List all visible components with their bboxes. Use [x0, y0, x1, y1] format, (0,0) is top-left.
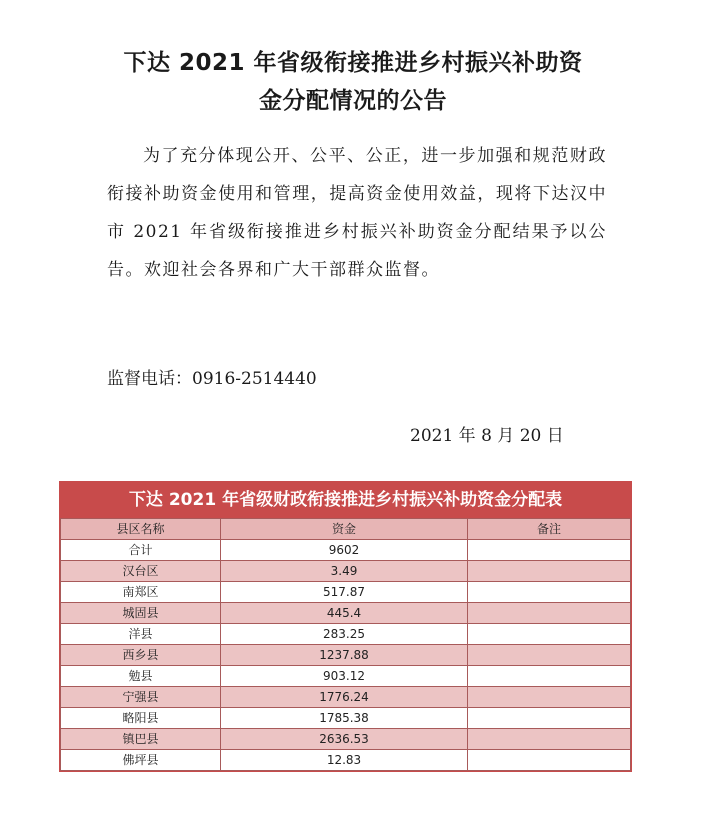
cell-county: 略阳县: [61, 708, 221, 729]
cell-remarks: [468, 750, 631, 771]
cell-funds: 12.83: [221, 750, 468, 771]
cell-county: 南郑区: [61, 582, 221, 603]
table-row: [61, 750, 631, 771]
notice-title-line-2: 金分配情况的公告: [259, 88, 447, 114]
table-row: [61, 624, 631, 645]
supervision-phone: 监督电话：0916-2514440: [107, 369, 317, 389]
table-row: [61, 708, 631, 729]
cell-remarks: [468, 540, 631, 561]
cell-county: 佛坪县: [61, 750, 221, 771]
cell-remarks: [468, 687, 631, 708]
cell-funds: 3.49: [221, 561, 468, 582]
cell-funds: 1237.88: [221, 645, 468, 666]
notice-date: 2021 年 8 月 20 日: [410, 426, 564, 446]
table-row: [61, 666, 631, 687]
cell-county: 镇巴县: [61, 729, 221, 750]
cell-funds: 903.12: [221, 666, 468, 687]
header-funds: 资金: [221, 519, 468, 540]
cell-county: 合计: [61, 540, 221, 561]
table-row: [61, 645, 631, 666]
cell-funds: 517.87: [221, 582, 468, 603]
table-body: [61, 540, 631, 771]
cell-funds: 1776.24: [221, 687, 468, 708]
table-row: [61, 603, 631, 624]
header-remarks: 备注: [468, 519, 631, 540]
cell-remarks: [468, 582, 631, 603]
cell-funds: 2636.53: [221, 729, 468, 750]
cell-funds: 445.4: [221, 603, 468, 624]
cell-remarks: [468, 645, 631, 666]
cell-county: 西乡县: [61, 645, 221, 666]
cell-remarks: [468, 561, 631, 582]
table-row: [61, 561, 631, 582]
fund-allocation-table: [59, 481, 632, 772]
cell-funds: 9602: [221, 540, 468, 561]
cell-county: 洋县: [61, 624, 221, 645]
cell-funds: 283.25: [221, 624, 468, 645]
notice-paragraph: 为了充分体现公开、公平、公正，进一步加强和规范财政衔接补助资金使用和管理，提高资金使用效益，现将下达汉中市 2021 年省级衔接推进乡村振兴补助资金分配结果予以公告。欢迎社会各界和广大干部群众监督。: [107, 146, 607, 280]
cell-remarks: [468, 624, 631, 645]
cell-remarks: [468, 666, 631, 687]
header-county: 县区名称: [61, 519, 221, 540]
cell-county: 勉县: [61, 666, 221, 687]
cell-funds: 1785.38: [221, 708, 468, 729]
table-row: [61, 582, 631, 603]
cell-county: 汉台区: [61, 561, 221, 582]
table-header-row: [61, 519, 631, 540]
table-row: [61, 687, 631, 708]
cell-remarks: [468, 729, 631, 750]
cell-county: 宁强县: [61, 687, 221, 708]
cell-county: 城固县: [61, 603, 221, 624]
table-row: [61, 540, 631, 561]
table-grid: [60, 518, 631, 771]
notice-title-line-1: 下达 2021 年省级衔接推进乡村振兴补助资: [123, 50, 583, 76]
cell-remarks: [468, 603, 631, 624]
cell-remarks: [468, 708, 631, 729]
table-title: 下达 2021 年省级财政衔接推进乡村振兴补助资金分配表: [60, 482, 631, 518]
table-row: [61, 729, 631, 750]
